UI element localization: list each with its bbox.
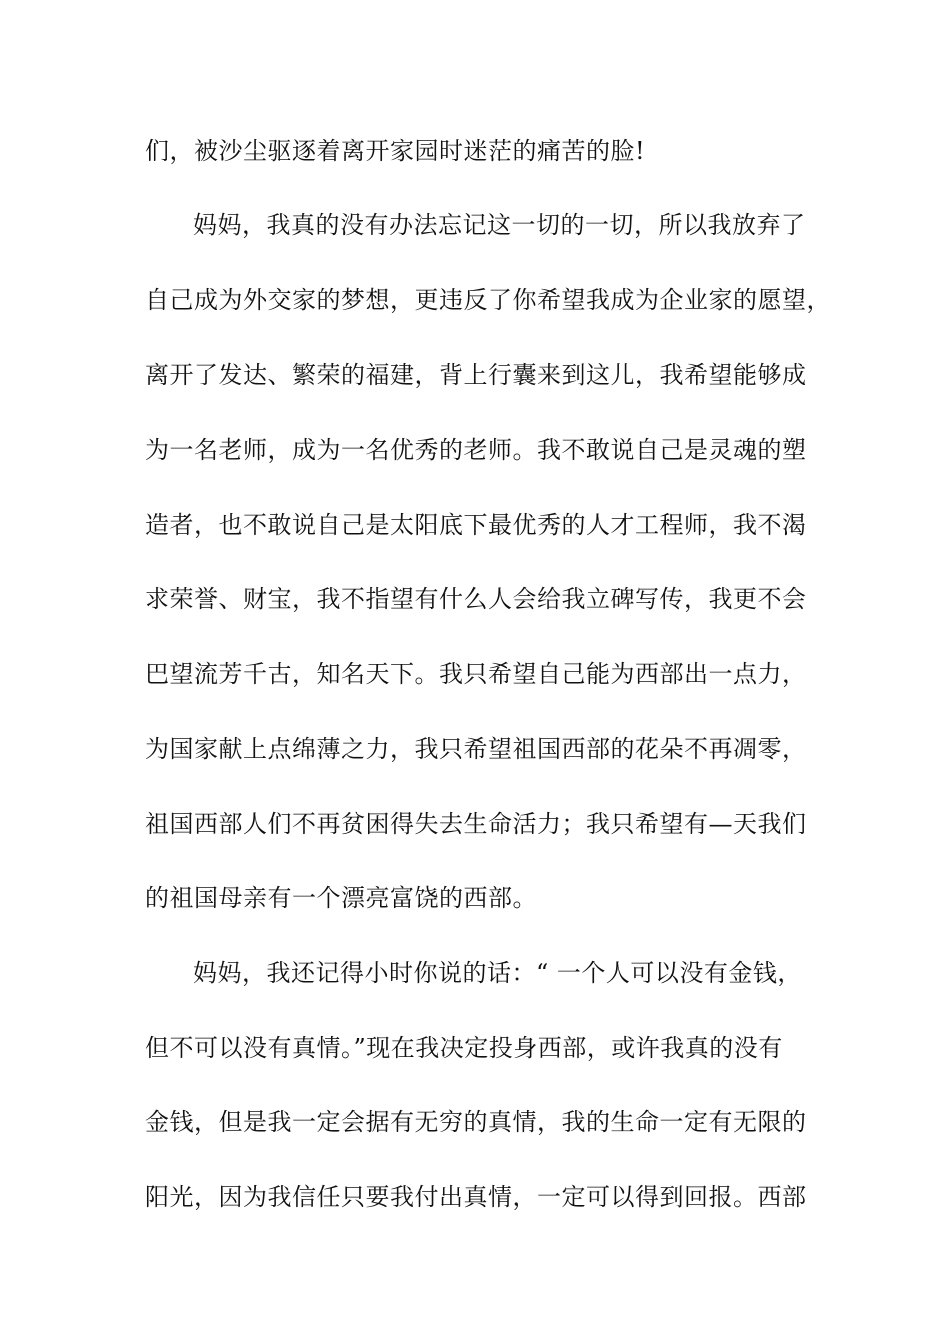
text-line-2: 妈妈，我真的没有办法忘记这一切的一切，所以我放弃了 — [193, 211, 806, 239]
text-line-4: 离开了发达、繁荣的福建，背上行囊来到这儿，我希望能够成 — [145, 361, 807, 389]
text-line-9: 为国家献上点绵薄之力，我只希望祖国西部的花朵不再凋零， — [145, 735, 807, 763]
text-line-12: 妈妈，我还记得小时你说的话：“ 一个人可以没有金钱， — [193, 959, 802, 987]
text-line-14: 金钱，但是我一定会据有无穷的真情，我的生命一定有无限的 — [145, 1108, 807, 1136]
text-line-5: 为一名老师，成为一名优秀的老师。我不敢说自己是灵魂的塑 — [145, 436, 807, 464]
text-line-1: 们，被沙尘驱逐着离开家园时迷茫的痛苦的脸! — [145, 137, 646, 165]
text-line-6: 造者，也不敢说自己是太阳底下最优秀的人才工程师，我不渴 — [145, 511, 807, 539]
text-line-11: 的祖国母亲有一个漂亮富饶的西部。 — [145, 884, 537, 912]
text-line-7: 求荣誉、财宝，我不指望有什么人会给我立碑写传，我更不会 — [145, 585, 807, 613]
text-line-8: 巴望流芳千古，知名天下。我只希望自己能为西部出一点力， — [145, 660, 807, 688]
text-line-3: 自己成为外交家的梦想，更违反了你希望我成为企业家的愿望， — [145, 286, 831, 314]
text-line-15: 阳光，因为我信任只要我付出真情，一定可以得到回报。西部 — [145, 1183, 807, 1211]
text-line-13: 但不可以没有真情。”现在我决定投身西部，或许我真的没有 — [145, 1034, 783, 1062]
text-line-10: 祖国西部人们不再贫困得失去生命活力；我只希望有—天我们 — [145, 810, 807, 838]
